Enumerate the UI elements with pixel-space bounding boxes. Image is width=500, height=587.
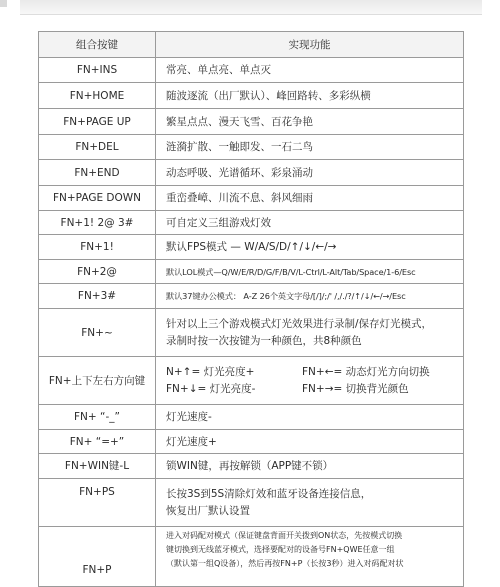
function-cell xyxy=(156,309,464,357)
function-cell: 默认FPS模式 — W/A/S/D/↑/↓/←/→ xyxy=(156,235,464,260)
key-cell: FN+END xyxy=(39,160,156,186)
key-cell: FN+ “-_” xyxy=(39,405,156,430)
backlight-color-text: FN+→= 切换背光颜色 xyxy=(302,382,409,395)
key-cell: FN+3# xyxy=(39,284,156,309)
table-row xyxy=(39,186,464,211)
direction-row xyxy=(166,364,463,381)
brightness-up-text: N+↑= 灯光亮度+ xyxy=(166,365,255,378)
function-cell: 动态呼吸、光谱循环、彩泉涌动 xyxy=(156,160,464,186)
key-label: FN+P xyxy=(82,564,112,576)
key-cell: FN+DEL xyxy=(39,135,156,160)
key-cell: FN+PS xyxy=(39,479,156,527)
corner-mark xyxy=(0,0,7,7)
function-cell xyxy=(156,479,464,527)
key-cell: FN+2@ xyxy=(39,260,156,284)
table-row xyxy=(39,83,464,109)
function-line: 长按3S到5S清除灯效和蓝牙设备连接信息， xyxy=(166,487,372,500)
function-cell: 灯光速度- xyxy=(156,405,464,430)
direction-switch-text: FN+←= 动态灯光方向切换 xyxy=(302,365,430,378)
table-row xyxy=(39,58,464,83)
table-header-row xyxy=(39,32,464,58)
key-cell xyxy=(39,527,156,587)
function-cell: 默认37键办公模式： A-Z 26个英文字母/[/]/;/' /,/./?/↑/↓/←/→/Esc xyxy=(156,284,464,309)
direction-key-grid xyxy=(166,364,463,398)
table-row xyxy=(39,405,464,430)
key-cell: FN+ “=+” xyxy=(39,430,156,454)
table-row xyxy=(39,135,464,160)
function-cell: 重峦叠嶂、川流不息、斜风细雨 xyxy=(156,186,464,211)
key-cell: FN+HOME xyxy=(39,83,156,109)
brightness-down-text: FN+↓= 灯光亮度- xyxy=(166,382,256,395)
key-cell: FN+PAGE UP xyxy=(39,109,156,135)
key-cell: FN+1! 2@ 3# xyxy=(39,211,156,235)
function-cell: 常亮、单点亮、单点灭 xyxy=(156,58,464,83)
table-row xyxy=(39,109,464,135)
function-cell: 涟漪扩散、一触即发、一石二鸟 xyxy=(156,135,464,160)
function-cell xyxy=(156,357,464,405)
table-row xyxy=(39,454,464,479)
table-row xyxy=(39,260,464,284)
table-row xyxy=(39,430,464,454)
key-cell: FN+1! xyxy=(39,235,156,260)
function-cell: 繁星点点、漫天飞雪、百花争艳 xyxy=(156,109,464,135)
key-cell: FN+WIN键-L xyxy=(39,454,156,479)
function-line: 进入对码配对模式（保证键盘背面开关拨到ON状态，先按模式切换 xyxy=(166,531,403,540)
function-line: 录制时按一次按键为一种颜色，共8种颜色 xyxy=(166,334,362,347)
function-line: 键切换到无线蓝牙模式，选择要配对的设备号FN+QWE任意一组 xyxy=(166,545,395,554)
function-cell: 可自定义三组游戏灯效 xyxy=(156,211,464,235)
function-line: 恢复出厂默认设置 xyxy=(166,504,250,517)
function-cell: 锁WIN键，再按解锁（APP键不锁） xyxy=(156,454,464,479)
table-row xyxy=(39,479,464,527)
table-row xyxy=(39,284,464,309)
table-row xyxy=(39,160,464,186)
table-row xyxy=(39,211,464,235)
function-cell: 默认LOL模式—Q/W/E/R/D/G/F/B/V/L-Ctrl/L-Alt/Tab/Space/1-6/Esc xyxy=(156,260,464,284)
function-cell: 灯光速度+ xyxy=(156,430,464,454)
key-cell: FN+上下左右方向键 xyxy=(39,357,156,405)
function-cell: 随波逐流（出厂默认）、峰回路转、多彩纵横 xyxy=(156,83,464,109)
key-cell: FN+PAGE DOWN xyxy=(39,186,156,211)
function-line: 针对以上三个游戏模式灯光效果进行录制/保存灯光模式， xyxy=(166,317,433,330)
key-cell: FN+~ xyxy=(39,309,156,357)
table-row xyxy=(39,357,464,405)
direction-row xyxy=(166,381,463,398)
function-cell xyxy=(156,527,464,587)
function-line: （默认第一组Q设备），然后再按FN+P（长按3秒）进入对码配对状 xyxy=(166,559,404,568)
key-function-table xyxy=(38,31,464,587)
top-shadow-bar xyxy=(20,0,482,15)
header-function: 实现功能 xyxy=(156,32,464,58)
table-row xyxy=(39,527,464,587)
table-row xyxy=(39,235,464,260)
table-row xyxy=(39,309,464,357)
key-cell: FN+INS xyxy=(39,58,156,83)
header-combo: 组合按键 xyxy=(39,32,156,58)
